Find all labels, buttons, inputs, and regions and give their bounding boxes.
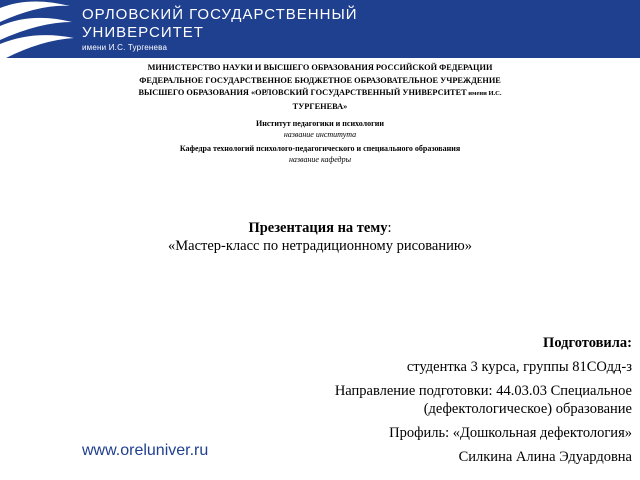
ministry-line3-main: ВЫСШЕГО ОБРАЗОВАНИЯ «ОРЛОВСКИЙ ГОСУДАРСТВЕННЫЙ УНИВЕРСИТЕТ <box>138 88 467 97</box>
ministry-line4: ТУРГЕНЕВА» <box>292 101 348 111</box>
university-name-line1: ОРЛОВСКИЙ ГОСУДАРСТВЕННЫЙ <box>82 6 358 23</box>
presentation-topic: «Мастер-класс по нетрадиционному рисованию» <box>168 238 472 254</box>
ministry-block <box>80 62 560 113</box>
author-label: Подготовила: <box>543 335 632 351</box>
university-name-line3: имени И.С. Тургенева <box>82 43 168 52</box>
university-logo-icon <box>0 0 78 58</box>
university-name <box>82 6 358 54</box>
presentation-colon: : <box>387 220 392 236</box>
institute-caption: название института <box>283 130 357 139</box>
author-direction-line1: Направление подготовки: 44.03.03 Специальное <box>334 383 632 399</box>
department-name: Кафедра технологий психолого-педагогического и специального образования <box>179 144 461 153</box>
author-direction-line2: (дефектологическое) образование <box>423 401 632 417</box>
institute-block <box>120 118 520 165</box>
institute-name: Институт педагогики и психологии <box>256 119 384 128</box>
author-block <box>180 334 632 466</box>
author-student: студентка 3 курса, группы 81СОдд-з <box>406 359 632 375</box>
presentation-heading: Презентация на тему <box>248 220 388 236</box>
ministry-line3-small: имени И.С. <box>466 90 502 97</box>
ministry-line2: ФЕДЕРАЛЬНОЕ ГОСУДАРСТВЕННОЕ БЮДЖЕТНОЕ ОБРАЗОВАТЕЛЬНОЕ УЧРЕЖДЕНИЕ <box>139 75 501 85</box>
university-name-line2: УНИВЕРСИТЕТ <box>82 24 204 41</box>
ministry-line3 <box>80 87 560 101</box>
website-link[interactable]: www.oreluniver.ru <box>82 442 209 459</box>
header-banner <box>0 0 640 58</box>
presentation-title <box>60 219 580 255</box>
department-caption: название кафедры <box>288 155 352 164</box>
author-name: Силкина Алина Эдуардовна <box>458 449 632 465</box>
author-profile: Профиль: «Дошкольная дефектология» <box>389 425 632 441</box>
ministry-line1: МИНИСТЕРСТВО НАУКИ И ВЫСШЕГО ОБРАЗОВАНИЯ РОССИЙСКОЙ ФЕДЕРАЦИИ <box>147 63 493 72</box>
